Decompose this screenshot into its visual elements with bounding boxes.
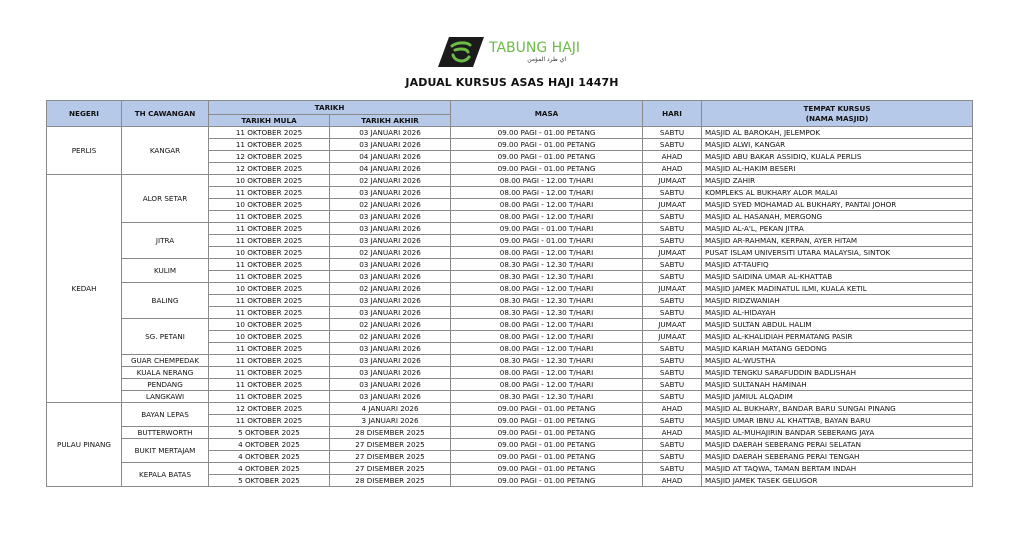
hari-cell: SABTU (643, 295, 702, 307)
tempat-cell: MASJID AL BUKHARY, BANDAR BARU SUNGAI PINANG (702, 403, 973, 415)
tarikh-mula-cell: 11 OKTOBER 2025 (209, 139, 330, 151)
masa-cell: 08.00 PAGI - 12.00 T/HARI (451, 211, 643, 223)
cawangan-cell: KANGAR (122, 127, 209, 175)
hari-cell: SABTU (643, 139, 702, 151)
hari-cell: SABTU (643, 367, 702, 379)
table-row (47, 427, 973, 439)
tarikh-mula-cell: 4 OKTOBER 2025 (209, 451, 330, 463)
tempat-cell: MASJID ABU BAKAR ASSIDIQ, KUALA PERLIS (702, 151, 973, 163)
page-title: JADUAL KURSUS ASAS HAJI 1447H (405, 76, 619, 89)
tarikh-akhir-cell: 03 JANUARI 2026 (330, 343, 451, 355)
cawangan-cell: BUTTERWORTH (122, 427, 209, 439)
cawangan-cell: BUKIT MERTAJAM (122, 439, 209, 463)
hari-cell: AHAD (643, 163, 702, 175)
masa-cell: 09.00 PAGI - 01.00 PETANG (451, 403, 643, 415)
tarikh-akhir-cell: 4 JANUARI 2026 (330, 403, 451, 415)
hari-cell: SABTU (643, 463, 702, 475)
tarikh-mula-cell: 10 OKTOBER 2025 (209, 247, 330, 259)
col-header-tempat-line1: TEMPAT KURSUS (803, 103, 871, 113)
hari-cell: SABTU (643, 271, 702, 283)
tarikh-akhir-cell: 03 JANUARI 2026 (330, 367, 451, 379)
table-row (47, 379, 973, 391)
cawangan-cell: JITRA (122, 223, 209, 259)
masa-cell: 09.00 PAGI - 01.00 PETANG (451, 127, 643, 139)
tarikh-akhir-cell: 03 JANUARI 2026 (330, 295, 451, 307)
tarikh-mula-cell: 12 OKTOBER 2025 (209, 403, 330, 415)
tarikh-akhir-cell: 03 JANUARI 2026 (330, 391, 451, 403)
masa-cell: 08.30 PAGI - 12.30 T/HARI (451, 391, 643, 403)
col-header-cawangan: TH CAWANGAN (122, 101, 209, 127)
masa-cell: 09.00 PAGI - 01.00 PETANG (451, 439, 643, 451)
table-row (47, 259, 973, 271)
masa-cell: 08.30 PAGI - 12.30 T/HARI (451, 271, 643, 283)
table-row (47, 367, 973, 379)
table-row (47, 463, 973, 475)
tarikh-mula-cell: 11 OKTOBER 2025 (209, 223, 330, 235)
hari-cell: AHAD (643, 151, 702, 163)
cawangan-cell: PENDANG (122, 379, 209, 391)
tarikh-akhir-cell: 03 JANUARI 2026 (330, 187, 451, 199)
tarikh-akhir-cell: 04 JANUARI 2026 (330, 163, 451, 175)
tarikh-akhir-cell: 27 DISEMBER 2025 (330, 439, 451, 451)
cawangan-cell: BAYAN LEPAS (122, 403, 209, 427)
masa-cell: 08.00 PAGI - 12.00 T/HARI (451, 199, 643, 211)
masa-cell: 08.30 PAGI - 12.30 T/HARI (451, 259, 643, 271)
tarikh-mula-cell: 10 OKTOBER 2025 (209, 199, 330, 211)
hari-cell: JUMAAT (643, 319, 702, 331)
tempat-cell: MASJID JAMEK TASEK GELUGOR (702, 475, 973, 487)
tarikh-akhir-cell: 02 JANUARI 2026 (330, 199, 451, 211)
hari-cell: SABTU (643, 355, 702, 367)
tempat-cell: MASJID TENGKU SARAFUDDIN BADLISHAH (702, 367, 973, 379)
masa-cell: 09.00 PAGI - 01.00 T/HARI (451, 235, 643, 247)
tarikh-mula-cell: 11 OKTOBER 2025 (209, 367, 330, 379)
table-row (47, 439, 973, 451)
tarikh-mula-cell: 11 OKTOBER 2025 (209, 343, 330, 355)
tarikh-mula-cell: 10 OKTOBER 2025 (209, 331, 330, 343)
hari-cell: SABTU (643, 259, 702, 271)
cawangan-cell: LANGKAWI (122, 391, 209, 403)
masa-cell: 09.00 PAGI - 01.00 PETANG (451, 163, 643, 175)
masa-cell: 08.00 PAGI - 12.00 T/HARI (451, 187, 643, 199)
hari-cell: SABTU (643, 415, 702, 427)
hari-cell: AHAD (643, 403, 702, 415)
tarikh-akhir-cell: 03 JANUARI 2026 (330, 259, 451, 271)
tarikh-akhir-cell: 02 JANUARI 2026 (330, 283, 451, 295)
tempat-cell: MASJID AR-RAHMAN, KERPAN, AYER HITAM (702, 235, 973, 247)
tarikh-mula-cell: 12 OKTOBER 2025 (209, 151, 330, 163)
col-header-tempat (702, 101, 973, 127)
table-row (47, 175, 973, 187)
tarikh-akhir-cell: 03 JANUARI 2026 (330, 307, 451, 319)
cawangan-cell: BALING (122, 283, 209, 319)
tempat-cell: MASJID AL-KHALIDIAH PERMATANG PASIR (702, 331, 973, 343)
tarikh-akhir-cell: 27 DISEMBER 2025 (330, 451, 451, 463)
masa-cell: 08.00 PAGI - 12.00 T/HARI (451, 331, 643, 343)
tempat-cell: MASJID DAERAH SEBERANG PERAI SELATAN (702, 439, 973, 451)
schedule-table (46, 100, 973, 487)
cawangan-cell: SG. PETANI (122, 319, 209, 355)
hari-cell: SABTU (643, 211, 702, 223)
masa-cell: 09.00 PAGI - 01.00 PETANG (451, 475, 643, 487)
tarikh-mula-cell: 11 OKTOBER 2025 (209, 187, 330, 199)
masa-cell: 08.00 PAGI - 12.00 T/HARI (451, 343, 643, 355)
tarikh-mula-cell: 11 OKTOBER 2025 (209, 391, 330, 403)
tarikh-mula-cell: 4 OKTOBER 2025 (209, 463, 330, 475)
hari-cell: JUMAAT (643, 247, 702, 259)
masa-cell: 08.00 PAGI - 12.00 T/HARI (451, 379, 643, 391)
tarikh-mula-cell: 11 OKTOBER 2025 (209, 211, 330, 223)
masa-cell: 09.00 PAGI - 01.00 PETANG (451, 463, 643, 475)
tarikh-akhir-cell: 3 JANUARI 2026 (330, 415, 451, 427)
tabung-haji-emblem-icon (437, 36, 485, 68)
col-header-tarikh: TARIKH (209, 101, 451, 115)
masa-cell: 08.00 PAGI - 12.00 T/HARI (451, 319, 643, 331)
tarikh-akhir-cell: 03 JANUARI 2026 (330, 271, 451, 283)
tarikh-mula-cell: 12 OKTOBER 2025 (209, 163, 330, 175)
tarikh-mula-cell: 11 OKTOBER 2025 (209, 235, 330, 247)
hari-cell: SABTU (643, 379, 702, 391)
tarikh-akhir-cell: 03 JANUARI 2026 (330, 379, 451, 391)
hari-cell: JUMAAT (643, 331, 702, 343)
tempat-cell: MASJID AL HASANAH, MERGONG (702, 211, 973, 223)
masa-cell: 08.00 PAGI - 12.00 T/HARI (451, 367, 643, 379)
hari-cell: JUMAAT (643, 283, 702, 295)
logo-tagline: اي طرد المؤمن (527, 56, 567, 63)
tempat-cell: MASJID AL-WUSTHA (702, 355, 973, 367)
masa-cell: 08.00 PAGI - 12.00 T/HARI (451, 175, 643, 187)
masa-cell: 09.00 PAGI - 01.00 T/HARI (451, 223, 643, 235)
negeri-cell: KEDAH (47, 175, 122, 403)
tarikh-akhir-cell: 27 DISEMBER 2025 (330, 463, 451, 475)
hari-cell: SABTU (643, 223, 702, 235)
cawangan-cell: ALOR SETAR (122, 175, 209, 223)
masa-cell: 08.30 PAGI - 12.30 T/HARI (451, 307, 643, 319)
masa-cell: 09.00 PAGI - 01.00 PETANG (451, 151, 643, 163)
negeri-cell: PERLIS (47, 127, 122, 175)
tarikh-mula-cell: 11 OKTOBER 2025 (209, 127, 330, 139)
tarikh-mula-cell: 5 OKTOBER 2025 (209, 427, 330, 439)
table-row (47, 127, 973, 139)
tempat-cell: MASJID SULTANAH HAMINAH (702, 379, 973, 391)
masa-cell: 09.00 PAGI - 01.00 PETANG (451, 415, 643, 427)
col-header-hari: HARI (643, 101, 702, 127)
tarikh-akhir-cell: 02 JANUARI 2026 (330, 319, 451, 331)
col-header-masa: MASA (451, 101, 643, 127)
tempat-cell: MASJID AT-TAUFIQ (702, 259, 973, 271)
hari-cell: JUMAAT (643, 175, 702, 187)
tarikh-mula-cell: 11 OKTOBER 2025 (209, 307, 330, 319)
hari-cell: SABTU (643, 307, 702, 319)
tarikh-mula-cell: 10 OKTOBER 2025 (209, 283, 330, 295)
tempat-cell: MASJID AL-A'L, PEKAN JITRA (702, 223, 973, 235)
tempat-cell: KOMPLEKS AL BUKHARY ALOR MALAI (702, 187, 973, 199)
table-row (47, 283, 973, 295)
tarikh-akhir-cell: 03 JANUARI 2026 (330, 223, 451, 235)
hari-cell: SABTU (643, 187, 702, 199)
tarikh-mula-cell: 11 OKTOBER 2025 (209, 271, 330, 283)
tempat-cell: MASJID JAMIUL ALQADIM (702, 391, 973, 403)
tarikh-mula-cell: 11 OKTOBER 2025 (209, 379, 330, 391)
tempat-cell: MASJID ZAHIR (702, 175, 973, 187)
tarikh-mula-cell: 10 OKTOBER 2025 (209, 175, 330, 187)
table-row (47, 319, 973, 331)
cawangan-cell: KULIM (122, 259, 209, 283)
masa-cell: 08.00 PAGI - 12.00 T/HARI (451, 283, 643, 295)
tempat-cell: PUSAT ISLAM UNIVERSITI UTARA MALAYSIA, SINTOK (702, 247, 973, 259)
tempat-cell: MASJID AL-HIDAYAH (702, 307, 973, 319)
tabung-haji-logo (437, 36, 580, 68)
tarikh-akhir-cell: 03 JANUARI 2026 (330, 355, 451, 367)
tempat-cell: MASJID AL-HAKIM BESERI (702, 163, 973, 175)
masa-cell: 09.00 PAGI - 01.00 PETANG (451, 139, 643, 151)
hari-cell: AHAD (643, 427, 702, 439)
table-row (47, 355, 973, 367)
table-row (47, 223, 973, 235)
table-row (47, 403, 973, 415)
tarikh-akhir-cell: 03 JANUARI 2026 (330, 127, 451, 139)
tarikh-mula-cell: 4 OKTOBER 2025 (209, 439, 330, 451)
tempat-cell: MASJID RIDZWANIAH (702, 295, 973, 307)
tarikh-mula-cell: 10 OKTOBER 2025 (209, 319, 330, 331)
col-header-tarikh-akhir: TARIKH AKHIR (330, 115, 451, 127)
tarikh-mula-cell: 11 OKTOBER 2025 (209, 259, 330, 271)
hari-cell: AHAD (643, 475, 702, 487)
hari-cell: JUMAAT (643, 199, 702, 211)
tarikh-mula-cell: 11 OKTOBER 2025 (209, 295, 330, 307)
cawangan-cell: KUALA NERANG (122, 367, 209, 379)
col-header-negeri: NEGERI (47, 101, 122, 127)
cawangan-cell: KEPALA BATAS (122, 463, 209, 487)
tempat-cell: MASJID SAIDINA UMAR AL-KHATTAB (702, 271, 973, 283)
tempat-cell: MASJID SYED MOHAMAD AL BUKHARY, PANTAI JOHOR (702, 199, 973, 211)
col-header-tarikh-mula: TARIKH MULA (209, 115, 330, 127)
hari-cell: SABTU (643, 451, 702, 463)
tarikh-mula-cell: 5 OKTOBER 2025 (209, 475, 330, 487)
tarikh-akhir-cell: 04 JANUARI 2026 (330, 151, 451, 163)
hari-cell: SABTU (643, 391, 702, 403)
tempat-cell: MASJID JAMEK MADINATUL ILMI, KUALA KETIL (702, 283, 973, 295)
tarikh-mula-cell: 11 OKTOBER 2025 (209, 415, 330, 427)
tarikh-akhir-cell: 02 JANUARI 2026 (330, 247, 451, 259)
tempat-cell: MASJID SULTAN ABDUL HALIM (702, 319, 973, 331)
table-row (47, 391, 973, 403)
tempat-cell: MASJID UMAR IBNU AL KHATTAB, BAYAN BARU (702, 415, 973, 427)
tarikh-akhir-cell: 28 DISEMBER 2025 (330, 475, 451, 487)
hari-cell: SABTU (643, 439, 702, 451)
logo-name: TABUNG HAJI (489, 40, 581, 56)
tempat-cell: MASJID ALWI, KANGAR (702, 139, 973, 151)
tempat-cell: MASJID AL BAROKAH, JELEMPOK (702, 127, 973, 139)
tarikh-akhir-cell: 28 DISEMBER 2025 (330, 427, 451, 439)
tarikh-akhir-cell: 02 JANUARI 2026 (330, 331, 451, 343)
hari-cell: SABTU (643, 235, 702, 247)
hari-cell: SABTU (643, 343, 702, 355)
masa-cell: 09.00 PAGI - 01.00 PETANG (451, 427, 643, 439)
tempat-cell: MASJID AT TAQWA, TAMAN BERTAM INDAH (702, 463, 973, 475)
tarikh-mula-cell: 11 OKTOBER 2025 (209, 355, 330, 367)
tarikh-akhir-cell: 03 JANUARI 2026 (330, 211, 451, 223)
tempat-cell: MASJID DAERAH SEBERANG PERAI TENGAH (702, 451, 973, 463)
masa-cell: 08.00 PAGI - 12.00 T/HARI (451, 247, 643, 259)
tarikh-akhir-cell: 02 JANUARI 2026 (330, 175, 451, 187)
masa-cell: 08.30 PAGI - 12.30 T/HARI (451, 355, 643, 367)
masa-cell: 08.30 PAGI - 12.30 T/HARI (451, 295, 643, 307)
tarikh-akhir-cell: 03 JANUARI 2026 (330, 235, 451, 247)
hari-cell: SABTU (643, 127, 702, 139)
cawangan-cell: GUAR CHEMPEDAK (122, 355, 209, 367)
col-header-tempat-line2: (NAMA MASJID) (805, 113, 869, 123)
schedule-body (47, 127, 973, 487)
tempat-cell: MASJID AL-MUHAJIRIN BANDAR SEBERANG JAYA (702, 427, 973, 439)
tempat-cell: MASJID KARIAH MATANG GEDONG (702, 343, 973, 355)
negeri-cell: PULAU PINANG (47, 403, 122, 487)
masa-cell: 09.00 PAGI - 01.00 PETANG (451, 451, 643, 463)
tarikh-akhir-cell: 03 JANUARI 2026 (330, 139, 451, 151)
